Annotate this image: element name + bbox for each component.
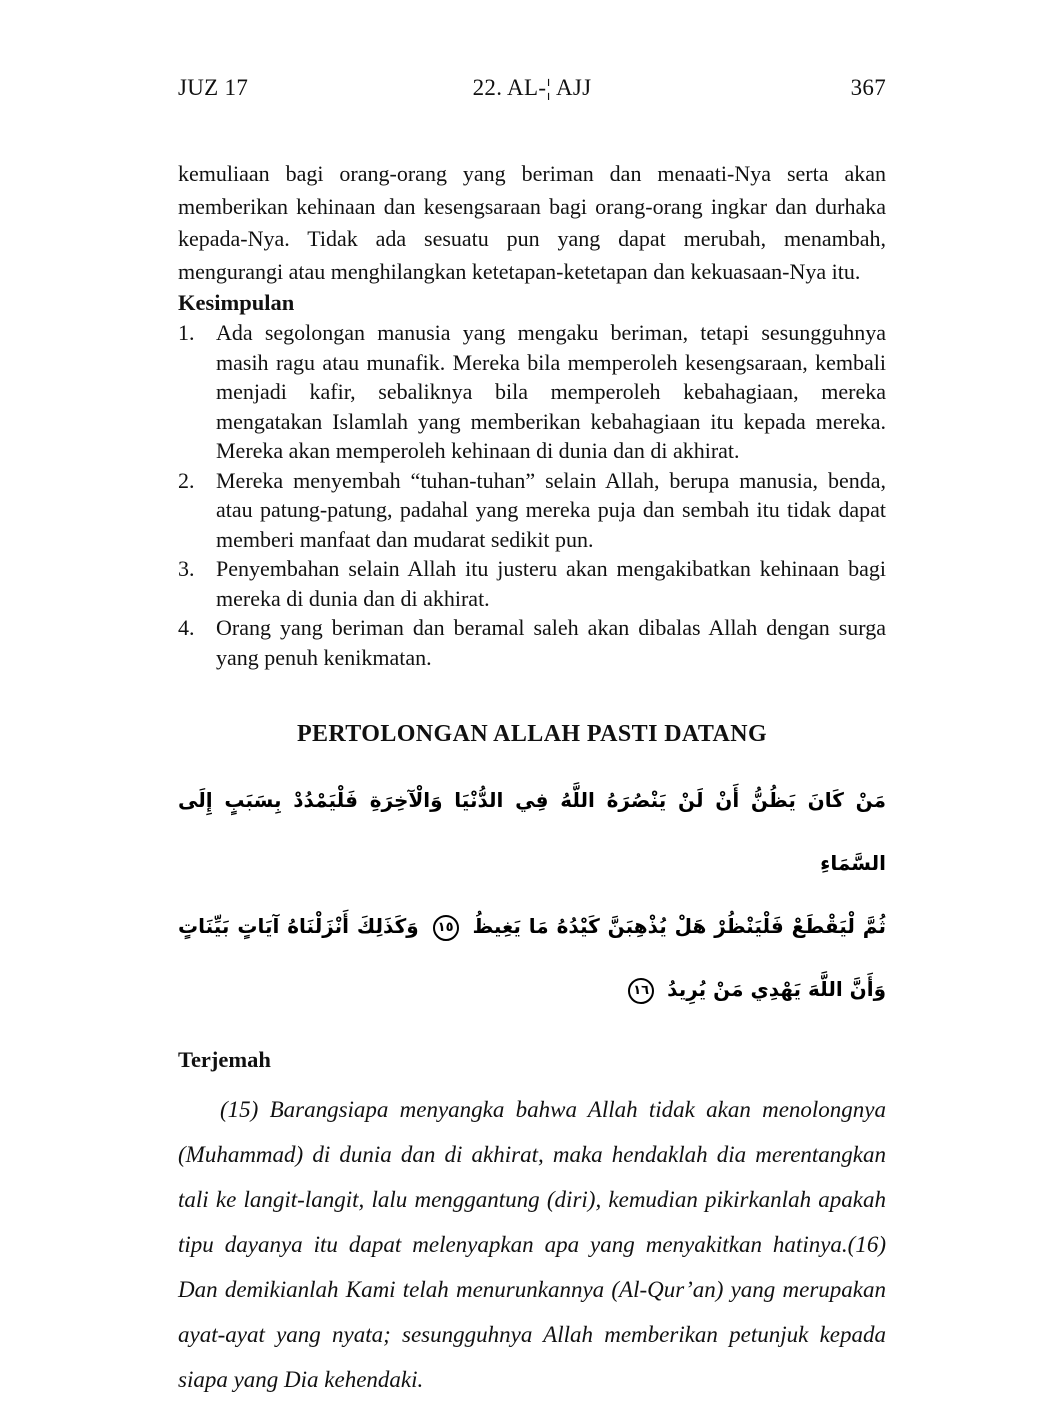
ayah-15-number: ١٥: [437, 920, 454, 935]
list-item-text: Orang yang beriman dan beramal saleh akan dibalas Allah dengan surga yang penuh kenikmatan.: [216, 615, 886, 670]
list-item-number: 1.: [178, 320, 195, 345]
terjemah-paragraph: (15) Barangsiapa menyangka bahwa Allah tidak akan menolongnya (Muhammad) di dunia dan di akhirat, maka hendaklah dia merentangkan tali ke langit-langit, lalu menggantung (diri), kemudian pikirkanlah apakah tipu dayanya itu dapat melenyapkan apa yang menyakitkan hatinya.(16) Dan demikianlah Kami telah menurunkannya (Al-Qur’an) yang merupakan ayat-ayat yang nyata; sesungguhnya Allah memberikan petunjuk kepada siapa yang Dia kehendaki.: [178, 1097, 886, 1392]
arabic-line-3: [178, 958, 886, 1021]
quran-arabic-block: [178, 769, 886, 1021]
section-title: PERTOLONGAN ALLAH PASTI DATANG: [296, 721, 768, 747]
list-item-text: Ada segolongan manusia yang mengaku beriman, tetapi sesungguhnya masih ragu atau munafik. Mereka bila memperoleh kesengsaraan, kembali menjadi kafir, sebaliknya bila memperoleh kebahagiaan, mereka mengatakan Islamlah yang memberikan kebahagiaan itu kepada mereka. Mereka akan memperoleh kehinaan di dunia dan di akhirat.: [216, 320, 886, 463]
list-item: [178, 318, 886, 466]
arabic-line-3-text: وَأَنَّ اللَّهَ يَهْدِي مَنْ يُرِيدُ: [667, 977, 886, 1001]
arabic-line-2: [178, 895, 886, 958]
kesimpulan-heading: Kesimpulan: [178, 290, 295, 315]
list-item-number: 4.: [178, 615, 195, 640]
ayah-16-marker-icon: [628, 978, 654, 1004]
list-item-text: Mereka menyembah “tuhan-tuhan” selain Allah, berupa manusia, benda, atau patung-patung, padahal yang mereka puja dan sembah itu tidak dapat memberi manfaat dan mudarat sedikit pun.: [216, 467, 886, 552]
list-item-text: Penyembahan selain Allah itu justeru akan mengakibatkan kehinaan bagi mereka di dunia dan di akhirat.: [216, 556, 886, 611]
kesimpulan-list: [178, 318, 886, 672]
ayah-16-number: ١٦: [633, 983, 650, 998]
arabic-line-2-text-b: وَكَذَلِكَ أَنْزَلْنَاهُ آيَاتٍ بَيِّنَاتٍ: [178, 914, 419, 938]
surah-header-title: 22. AL-¦ AJJ: [472, 75, 592, 100]
arabic-line-2-text-a: ثُمَّ لْيَقْطَعْ فَلْيَنْظُرْ هَلْ يُذْهِبَنَّ كَيْدُهُ مَا يَغِيظُ: [472, 914, 886, 938]
list-item: [178, 554, 886, 613]
list-item: [178, 466, 886, 555]
list-item-number: 3.: [178, 556, 195, 581]
ayah-15-marker-icon: [433, 915, 459, 941]
list-item-number: 2.: [178, 467, 195, 493]
page-header: [178, 74, 886, 102]
page-number: 367: [850, 75, 886, 100]
intro-paragraph: kemuliaan bagi orang-orang yang beriman dan menaati-Nya serta akan memberikan kehinaan dan kesengsaraan bagi orang-orang ingkar dan durhaka kepada-Nya. Tidak ada sesuatu pun yang dapat merubah, menambah, mengurangi atau menghilangkan ketetapan-ketetapan dan kekuasaan-Nya itu.: [178, 161, 886, 284]
juz-label: JUZ 17: [178, 75, 249, 100]
terjemah-heading: Terjemah: [178, 1047, 271, 1072]
arabic-line-1: مَنْ كَانَ يَظُنُّ أَنْ لَنْ يَنْصُرَهُ اللَّهُ فِي الدُّنْيَا وَالْآخِرَةِ فَلْيَمْدُدْ بِسَبَبٍ إِلَى السَّمَاءِ: [178, 788, 886, 875]
list-item: [178, 613, 886, 672]
